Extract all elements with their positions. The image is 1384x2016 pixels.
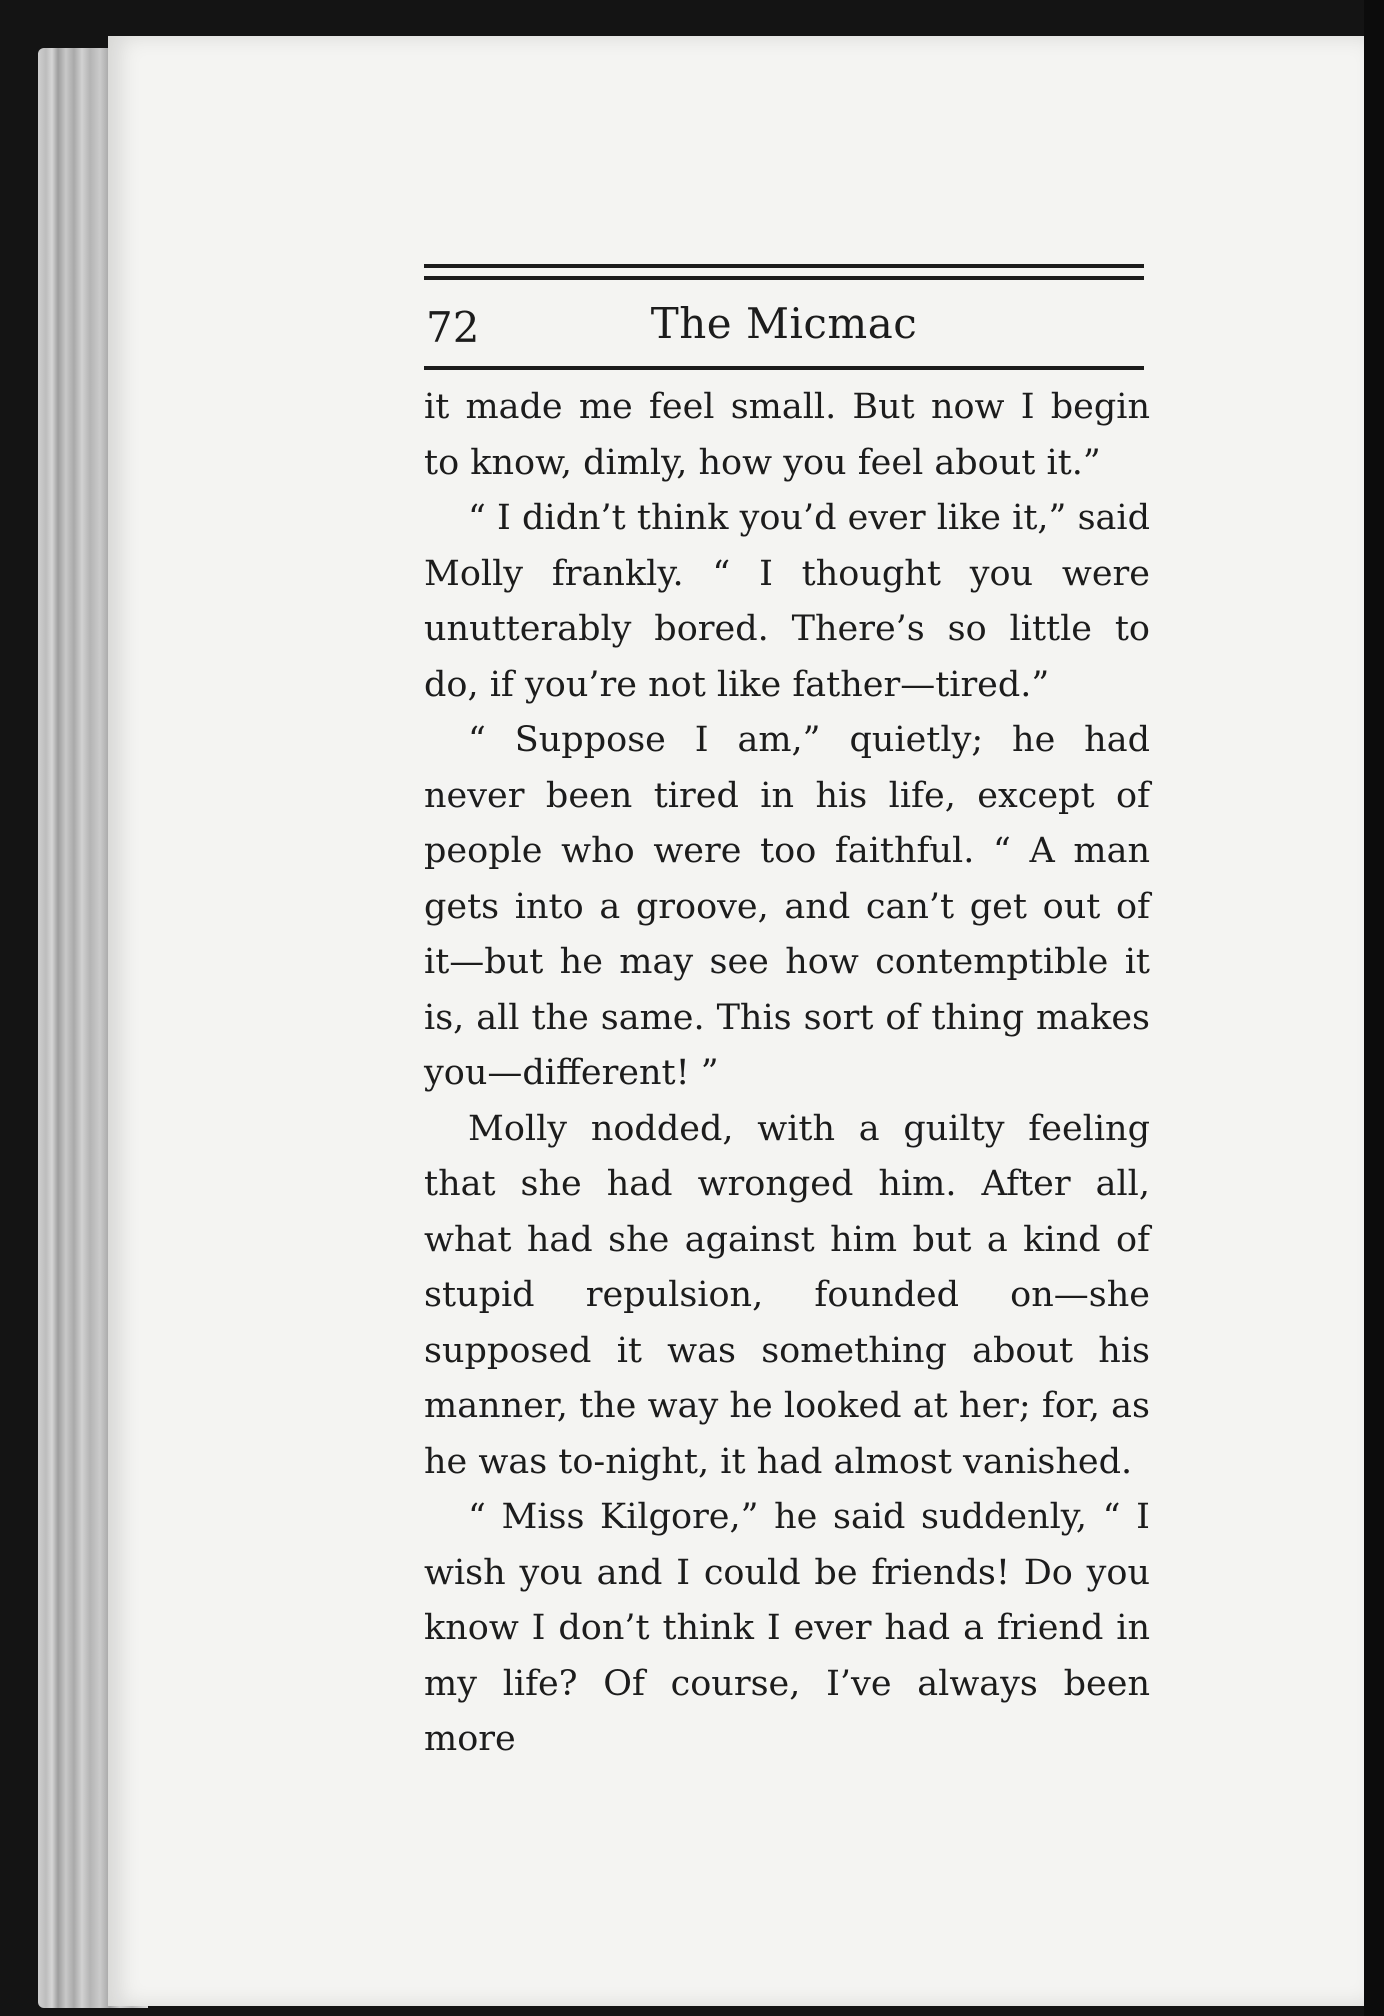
body-text (424, 380, 1150, 1768)
paragraph: Molly nodded, with a guilty feeling that she had wronged him. After all, what had she against him but a kind of stupid repulsion, founded on—she supposed it was something about his manner, the way he looked at her; for, as he was to-night, it had almost vanished. (424, 1108, 1150, 1482)
page-number: 72 (426, 303, 480, 352)
header-rule (424, 366, 1144, 370)
paragraph: “ Suppose I am,” quietly; he had never been tired in his life, except of people who were too faithful. “ A man gets into a groove, and can’t get out of it—but he may see how contemptible it is, all the same. This sort of thing makes you—different! ” (424, 720, 1150, 1093)
paragraph: it made me feel small. But now I begin to know, dimly, how you feel about it.” (424, 387, 1150, 483)
paragraph: “ Miss Kilgore,” he said suddenly, “ I wish you and I could be friends! Do you know I don’t think I ever had a friend in my life? Of course, I’ve always been more (424, 1497, 1150, 1759)
text-block (424, 264, 1150, 1768)
running-title: The Micmac (650, 299, 918, 348)
paragraph: “ I didn’t think you’d ever like it,” said Molly frankly. “ I thought you were unutterably bored. There’s so little to do, if you’re not like father—tired.” (424, 498, 1150, 705)
running-head (424, 284, 1150, 366)
header-double-rule (424, 264, 1144, 280)
scan-border (1364, 0, 1384, 2016)
